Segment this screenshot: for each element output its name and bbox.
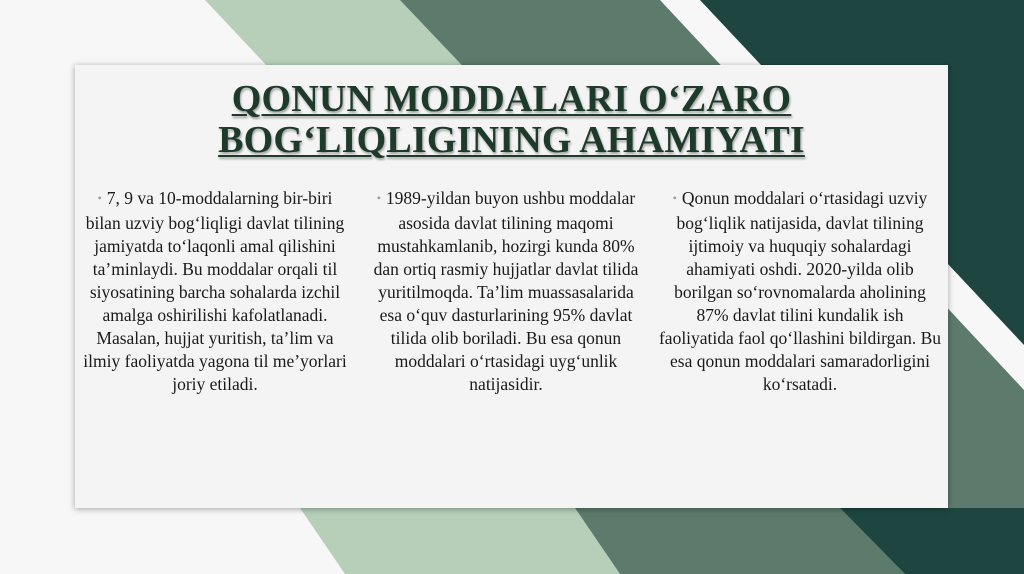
slide-title xyxy=(75,79,948,161)
text-column-1 xyxy=(80,187,350,396)
stripe-light-bottom xyxy=(300,508,620,574)
text-column-3 xyxy=(657,187,943,396)
column-3-text: Qonun moddalari o‘rtasidagi uzviy bog‘liqlik natijasida, davlat tilining ijtimoiy va huquqiy sohalardagi ahamiyati oshdi. 2020-yilda olib borilgan so‘rovnomalarda aholining 87% davlat tilini kundalik ish faoliyatida faol qo‘llashini bildirgan. Bu esa qonun moddalari samaradorligini ko‘rsatadi. xyxy=(658,188,942,394)
text-column-2 xyxy=(371,187,641,396)
bullet-icon: • xyxy=(672,191,677,205)
bullet-icon: • xyxy=(376,191,381,205)
column-2-text: 1989-yildan buyon ushbu moddalar asosida davlat tilining maqomi mustahkamlanib, hozirgi kunda 80% dan ortiq rasmiy hujjatlar davlat tilida yuritilmoqda. Ta’lim muassasalarida esa o‘quv dasturlarining 95% davlat tilida olib boriladi. Bu esa qonun moddalari o‘rtasidagi uyg‘unlik natijasidir. xyxy=(373,188,639,394)
column-1-text: 7, 9 va 10-moddalarning bir-biri bilan uzviy bog‘liqligi davlat tilining jamiyatda to‘laqonli amal qilishini ta’minlaydi. Bu moddalar orqali til siyosatining barcha sohalarda izchil amalga oshirilishi kafolatlanadi. Masalan, hujjat yuritish, ta’lim va ilmiy faoliyatda yagona til me’yorlari joriy etiladi. xyxy=(83,188,347,394)
slide-title-line1: QONUN MODDALARI O‘ZARO xyxy=(231,78,792,120)
content-card xyxy=(75,65,948,508)
slide-title-line2: BOG‘LIQLIGINING AHAMIYATI xyxy=(218,119,805,161)
bullet-icon: • xyxy=(97,191,102,205)
